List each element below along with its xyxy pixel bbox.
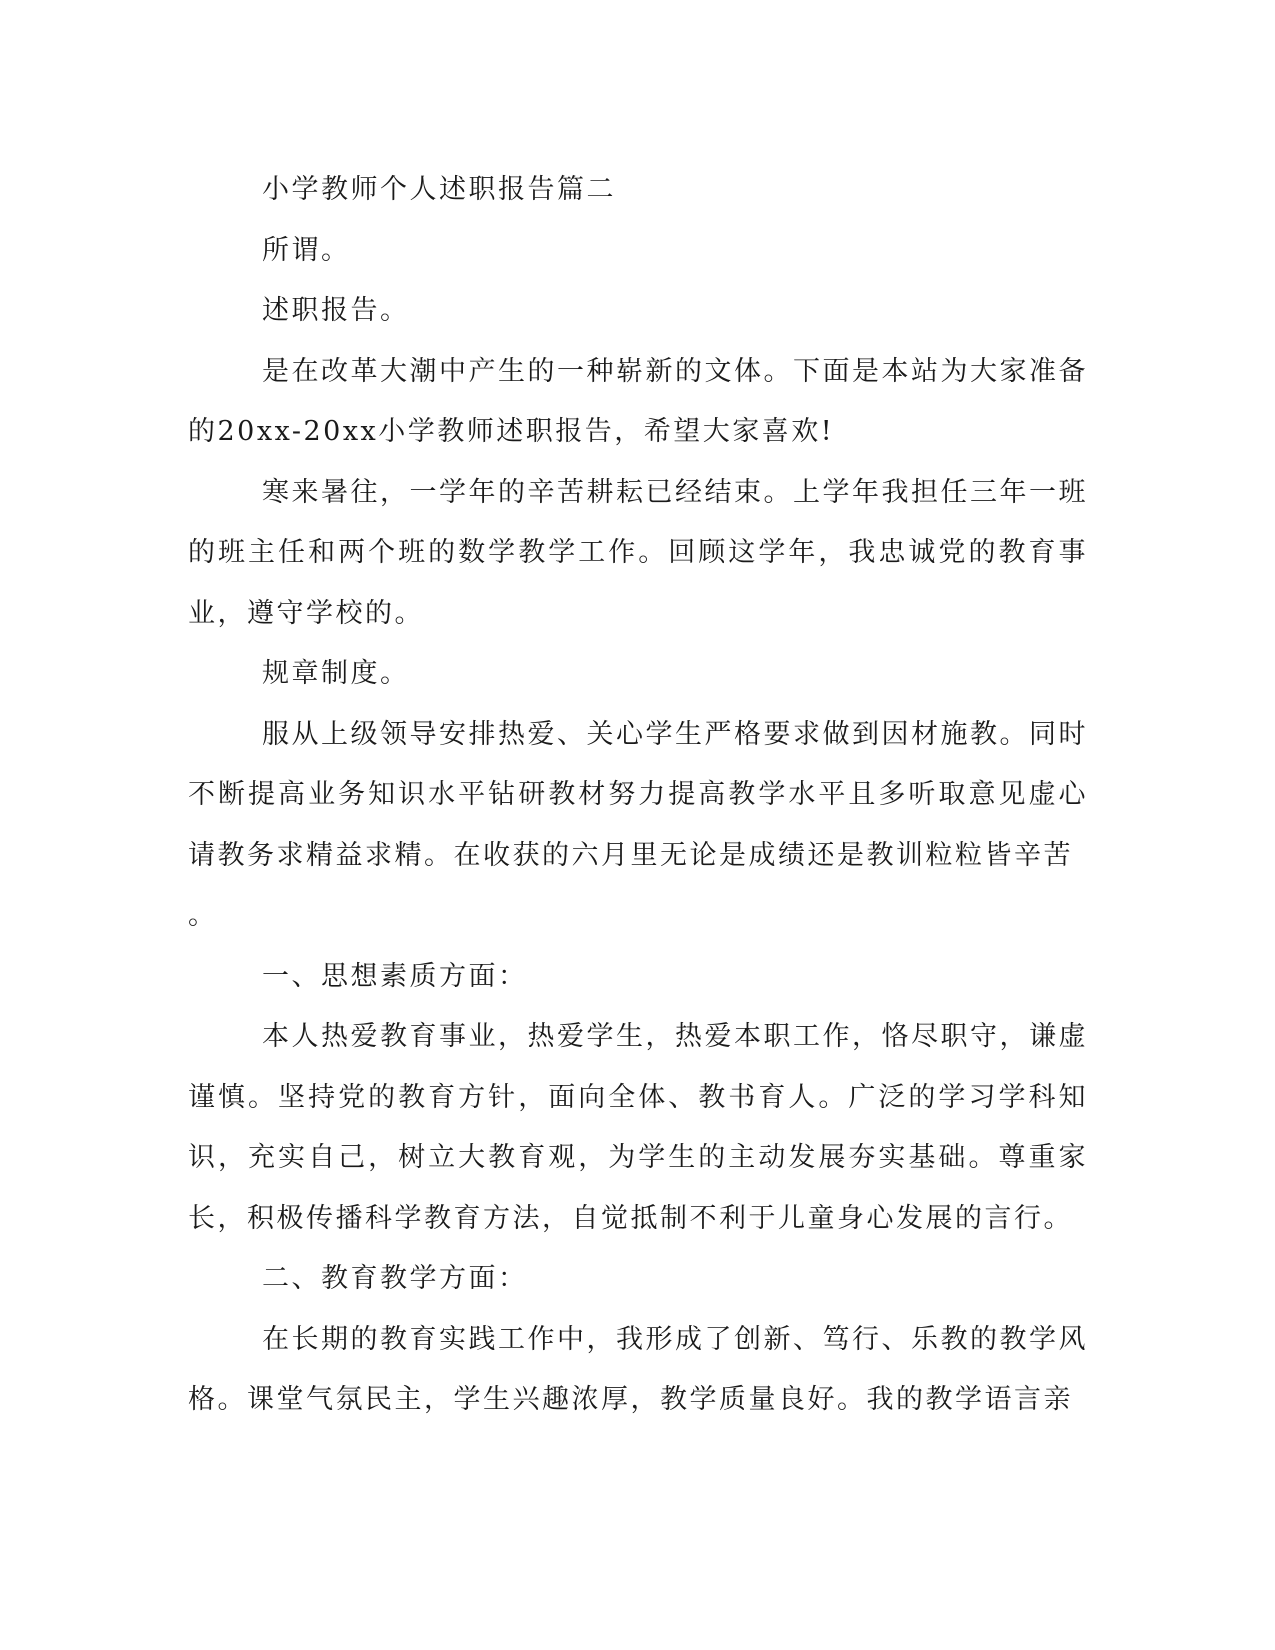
- paragraph: 所谓。: [262, 234, 351, 266]
- paragraph: 在长期的教育实践工作中，我形成了创新、笃行、乐教的教学风格。课堂气氛民主，学生兴趣浓厚，教学质量良好。我的教学语言亲: [188, 1323, 1088, 1415]
- paragraph: 服从上级领导安排热爱、关心学生严格要求做到因材施教。同时不断提高业务知识水平钻研教材努力提高教学水平且多听取意见虚心请教务求精益求精。在收获的六月里无论是成绩还是教训粒粒皆辛苦: [188, 718, 1088, 871]
- paragraph-fragment: 。: [188, 900, 218, 931]
- document-body: [188, 160, 1088, 1431]
- paragraph: 本人热爱教育事业，热爱学生，热爱本职工作，恪尽职守，谦虚谨慎。坚持党的教育方针，面向全体、教书育人。广泛的学习学科知识，充实自己，树立大教育观，为学生的主动发展夯实基础。尊重家长，积极传播科学教育方法，自觉抵制不利于儿童身心发展的言行。: [188, 1021, 1088, 1234]
- section-heading: 一、思想素质方面：: [262, 960, 528, 992]
- paragraph: 述职报告。: [262, 295, 410, 326]
- document-title: 小学教师个人述职报告篇二: [262, 174, 616, 205]
- paragraph: 是在改革大潮中产生的一种崭新的文体。下面是本站为大家准备的20xx-20xx小学教师述职报告，希望大家喜欢!: [188, 355, 1088, 447]
- section-heading: 二、教育教学方面：: [262, 1263, 528, 1294]
- paragraph: 寒来暑往，一学年的辛苦耕耘已经结束。上学年我担任三年一班的班主任和两个班的数学教学工作。回顾这学年，我忠诚党的教育事业，遵守学校的。: [188, 476, 1088, 629]
- paragraph: 规章制度。: [262, 658, 410, 689]
